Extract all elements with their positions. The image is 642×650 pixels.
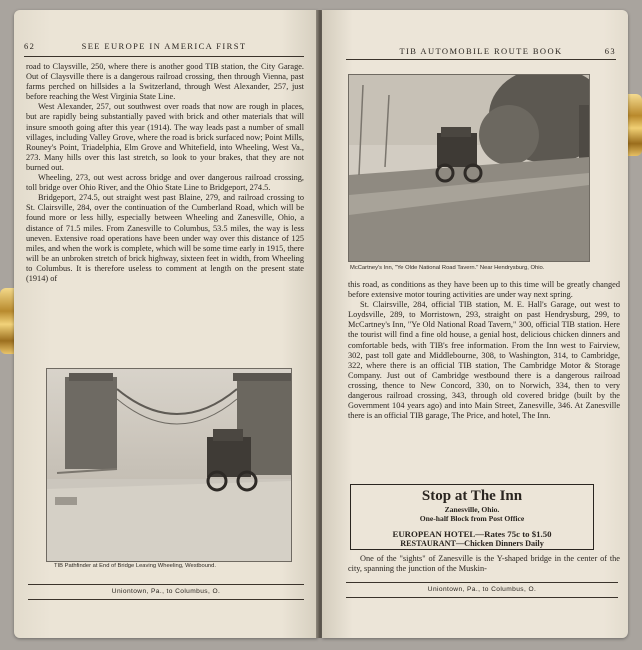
photo-caption: McCartney's Inn, "Ye Olde National Road Tavern." Near Hendrysburg, Ohio. [350,265,545,271]
ad-headline: Stop at The Inn [421,488,523,504]
footer-rule-bottom [28,599,304,600]
page-footer: Uniontown, Pa., to Columbus, O. [111,588,221,595]
running-title: TIB AUTOMOBILE ROUTE BOOK [399,46,563,56]
running-title: SEE EUROPE IN AMERICA FIRST [81,41,247,51]
page-number: 63 [604,46,616,56]
footer-rule-bottom [346,597,618,598]
inn-photo [348,74,590,262]
bridge-photo-image [47,369,291,561]
paragraph: road to Claysville, 250, where there is another good TIB station, the City Garage. Out of Claysville there is a dangerous railroad crossing, then through Vienna, past farms perched on hillsides a la Switzerland, through West Alexander, 257, just before reaching the West Virginia State Line. [26,62,304,102]
ad-hotel-rates: EUROPEAN HOTEL—Rates 75c to $1.50 [392,529,552,539]
photo-caption: TIB Pathfinder at End of Bridge Leaving Wheeling, Westbound. [54,563,216,569]
ad-directions: One-half Block from Post Office [419,514,525,523]
hotel-advertisement [350,484,594,550]
ad-restaurant: RESTAURANT—Chicken Dinners Daily [400,539,544,548]
inn-photo-image [349,75,589,261]
left-body-text [26,62,304,284]
paragraph: St. Clairsville, 284, official TIB station, M. E. Hall's Garage, out west to Loydsville, 289, to Morristown, 293, straight on past Hendrysburg, 299, to McCartney's Inn, "Ye Old National Road Tavern," 300, official TIB station. Here the tourist will find a fine old house, a genial host, delicious chicken dinners and comfortable beds, with TIB's free information. From the Inn west to Fairview, 302, past toll gate and Middlebourne, 308, to Washington, 314, to Cambridge, 322, where there is an official TIB station, The Cambridge Motor & Storage Company. Just out of Cambridge westbound there is a dangerous railroad crossing, thence to New Concord, 330, on to Norwich, 334, then to very dangerous railroad crossing, 343, through old covered bridge (built by the Government 104 years ago) and into Main Street, Zanesville, 346. At Zanesville there is an official TIB garage, The Price, and hotel, The Inn. [348,300,620,421]
paragraph: One of the "sights" of Zanesville is the Y-shaped bridge in the center of the city, spanning the junction of the Muskin- [348,554,620,574]
right-page [322,10,628,638]
header-rule [24,56,304,57]
paragraph: this road, as conditions as they have been up to this time will be greatly changed before extensive motor touring activities are under way next spring. [348,280,620,300]
page-footer: Uniontown, Pa., to Columbus, O. [427,586,537,593]
ad-location: Zanesville, Ohio. [444,505,500,514]
right-body-text [348,280,620,421]
paragraph: Bridgeport, 274.5, out straight west past Blaine, 279, and railroad crossing to St. Clairsville, 284, over the continuation of the Cumberland Road, which will be found more or less hilly, especially between Wheeling and Zanesville, Ohio, a distance of 71.5 miles. From Zanesville to Columbus, 53.5 miles, the way is less uneven. Extensive road operations have been under way over this distance of 125 miles, and when the work is complete, which will be some time early in 1915, there will be an unbroken stretch of brick highway, sixteen feet in width, from Wheeling to Columbus. It is therefore useless to comment at length on the present state (1914) of [26,193,304,283]
left-page [14,10,318,638]
bridge-photo [46,368,292,562]
header-rule [346,59,616,60]
paragraph: West Alexander, 257, out southwest over roads that now are rough in places, but are rapidly being substantially paved with brick and other materials that will insure smooth going after this year (1914). The way leads past a number of small villages, including Valley Grove, where the road is brick surfaced now; Point Mills, Rouney's Point, Triadelphia, Elm Grove and Whitefield, into Wheeling, West Va., 273. Many hills over this last stretch, so look to your brakes, that they are not burned out. [26,102,304,172]
footer-rule-top [28,584,304,585]
footer-rule-top [346,582,618,583]
paragraph: Wheeling, 273, out west across bridge and over dangerous railroad crossing, toll bridge over Ohio River, and the Ohio State Line to Bridgeport, 274.5. [26,173,304,193]
page-number: 62 [24,41,36,51]
right-body-text-after-ad [348,554,620,574]
